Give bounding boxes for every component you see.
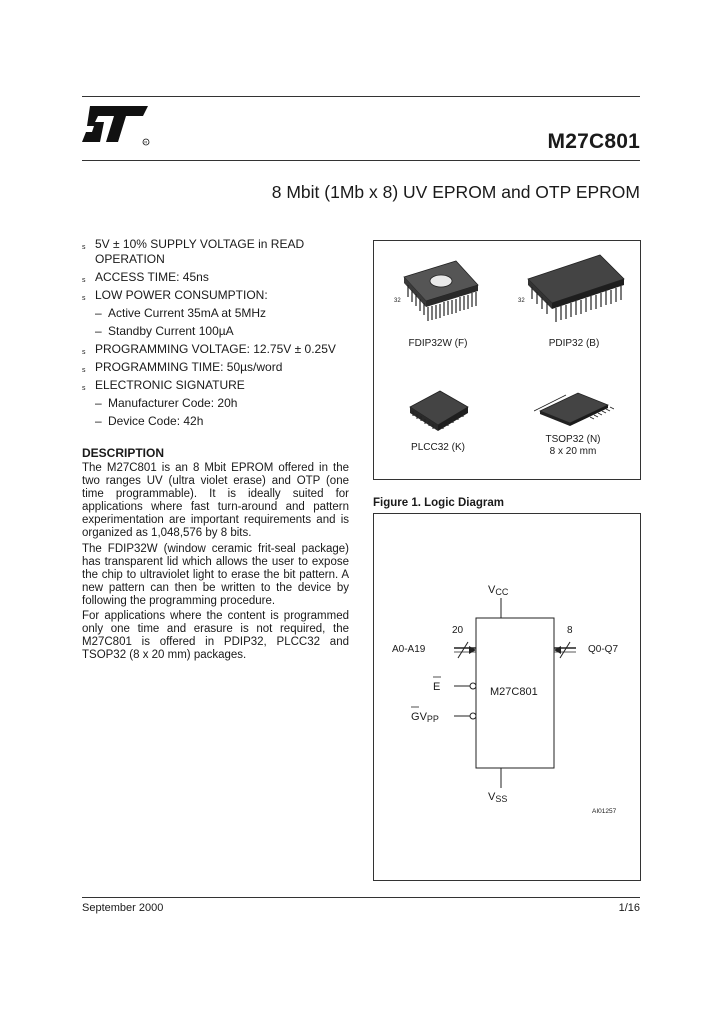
part-number: M27C801	[547, 130, 640, 153]
plcc32-label: PLCC32 (K)	[411, 442, 465, 453]
pdip32-label: PDIP32 (B)	[548, 338, 600, 349]
chip-name: M27C801	[490, 686, 538, 698]
footer-date: September 2000	[82, 902, 164, 914]
header-top-rule	[82, 96, 640, 97]
pin-count-label: 32	[394, 298, 401, 304]
feature-item: s ELECTRONIC SIGNATURE	[82, 378, 352, 393]
feature-subitem: – Standby Current 100µA	[82, 324, 352, 339]
document-title: 8 Mbit (1Mb x 8) UV EPROM and OTP EPROM	[271, 182, 640, 202]
data-count: 8	[567, 625, 573, 636]
feature-subitem: – Device Code: 42h	[82, 414, 352, 429]
description-paragraph: For applications where the content is programmed only one time and erasure is not required, the M27C801 is offered in PDIP32, PLCC32 and TSOP32 (8 x 20 mm) packages.	[82, 610, 349, 661]
data-bus-slash	[560, 642, 570, 658]
plcc32-package-image	[404, 387, 474, 443]
tsop32-size-label: 8 x 20 mm	[549, 446, 597, 457]
packages-box	[373, 240, 641, 480]
header-mid-rule	[82, 160, 640, 161]
logic-diagram	[374, 514, 640, 880]
feature-item: s ACCESS TIME: 45ns	[82, 270, 352, 285]
fdip32w-label: FDIP32W (F)	[408, 338, 468, 349]
address-count: 20	[452, 625, 464, 636]
description-paragraph: The M27C801 is an 8 Mbit EPROM offered in the two ranges UV (ultra violet erase) and OTP (one time programmable). It is ideally suited for applications where fast turn-around and pattern experimentation are important requirements and is organized as 1,048,576 by 8 bits.	[82, 462, 349, 539]
vss-label: VSS	[488, 791, 508, 804]
gvpp-label: GVPP	[411, 711, 439, 724]
vcc-label: VCC	[488, 584, 509, 597]
pdip32-package-image	[520, 249, 630, 335]
footer-page-number: 1/16	[618, 902, 640, 914]
feature-item: s PROGRAMMING VOLTAGE: 12.75V ± 0.25V	[82, 342, 352, 357]
feature-item: s LOW POWER CONSUMPTION:	[82, 288, 352, 303]
figure-title: Figure 1. Logic Diagram	[373, 497, 504, 509]
svg-text:R: R	[144, 139, 148, 145]
feature-list	[82, 237, 352, 432]
feature-item: s 5V ± 10% SUPPLY VOLTAGE in READ OPERATION	[82, 237, 352, 267]
feature-item: s PROGRAMMING TIME: 50µs/word	[82, 360, 352, 375]
description-paragraph: The FDIP32W (window ceramic frit-seal package) has transparent lid which allows the user to expose the chip to ultraviolet light to erase the bit pattern. A new pattern can then be written to the device by following the programming procedure.	[82, 543, 349, 607]
figure-reference-code: AI01257	[592, 808, 617, 815]
e-inversion-bubble	[470, 683, 476, 689]
e-label: E	[433, 681, 441, 693]
address-bus-slash	[458, 642, 468, 658]
data-label: Q0-Q7	[588, 644, 619, 655]
feature-subitem: – Manufacturer Code: 20h	[82, 396, 352, 411]
footer-rule	[82, 897, 640, 898]
feature-subitem: – Active Current 35mA at 5MHz	[82, 306, 352, 321]
pin-count-label: 32	[518, 298, 525, 304]
st-logo	[82, 102, 152, 150]
logic-diagram-box	[373, 513, 641, 881]
tsop32-label: TSOP32 (N)	[545, 434, 601, 445]
tsop32-package-image	[534, 387, 614, 433]
address-label: A0-A19	[392, 644, 426, 655]
description-heading: DESCRIPTION	[82, 446, 165, 460]
gvpp-inversion-bubble	[470, 713, 476, 719]
fdip32w-package-image	[394, 255, 494, 335]
